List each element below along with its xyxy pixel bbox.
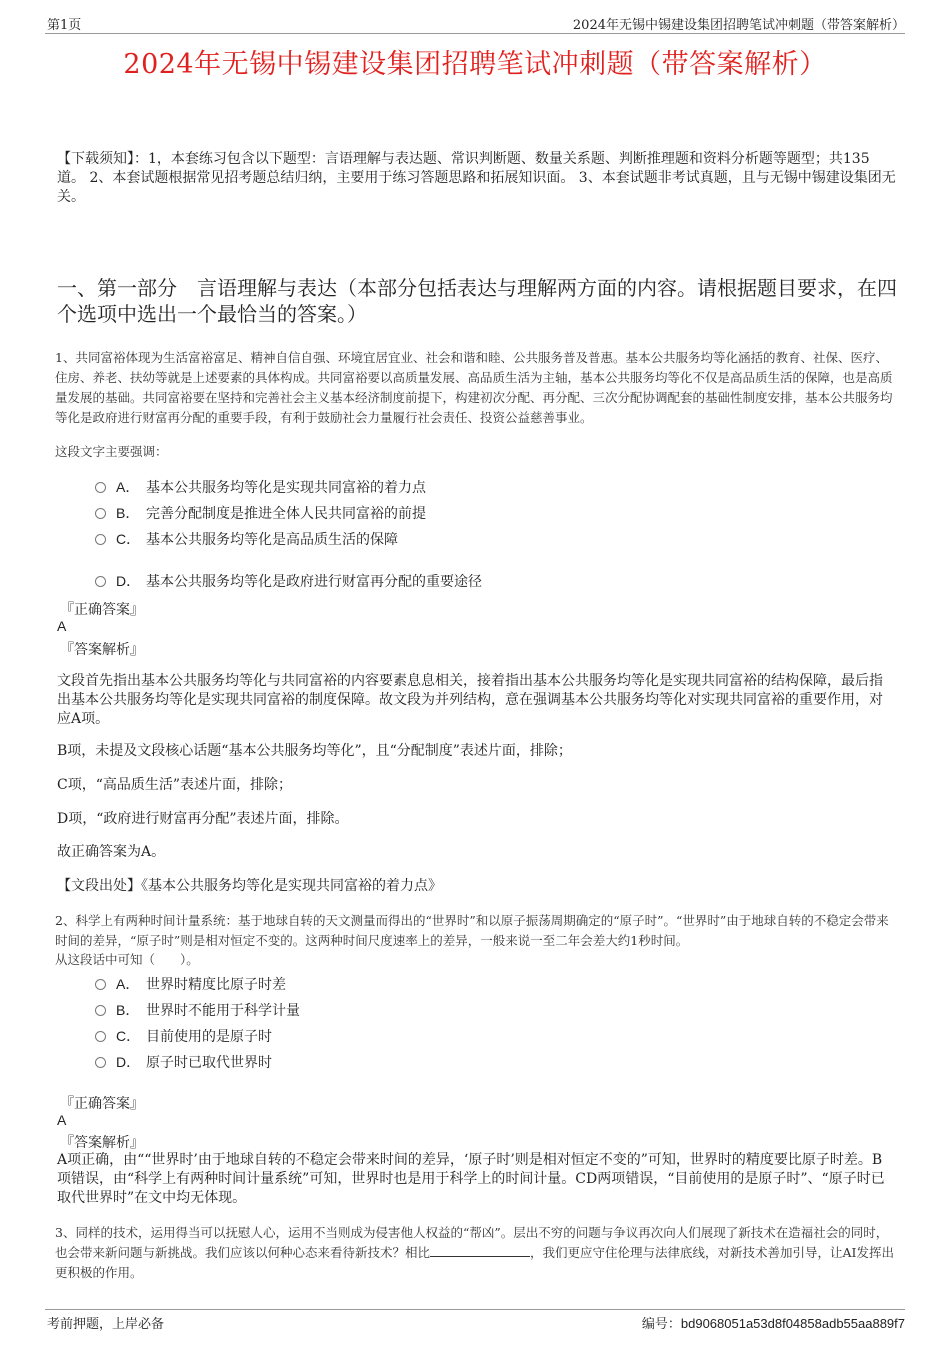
page-number: 第1页 — [47, 18, 82, 33]
radio-icon[interactable] — [95, 482, 106, 493]
question-2-analysis: A项正确，由““世界时’由于地球自转的不稳定会带来时间的差异，‘原子时’则是相对恒定不变的”可知，世界时的精度要比原子时差。B项错误，由“科学上有两种时间计量系统”可知，世界时也是用于科学上的时间计量。CD两项错误，“目前使用的是原子时”、“原子时已取代世界时”在文中均无体现。 — [57, 1152, 885, 1206]
radio-icon[interactable] — [95, 1031, 106, 1042]
question-1-option-d[interactable]: D． 基本公共服务均等化是政府进行财富再分配的重要途径 — [95, 571, 482, 591]
question-1-option-a[interactable]: A． 基本公共服务均等化是实现共同富裕的着力点 — [95, 477, 426, 497]
question-1-answer-label: 『正确答案』 — [60, 602, 144, 618]
question-1-option-c[interactable]: C． 基本公共服务均等化是高品质生活的保障 — [95, 529, 398, 549]
question-2-option-a[interactable]: A． 世界时精度比原子时差 — [95, 974, 286, 994]
question-1-option-b[interactable]: B． 完善分配制度是推进全体人民共同富裕的前提 — [95, 503, 426, 523]
footer-divider — [45, 1309, 905, 1310]
page-title: 2024年无锡中锡建设集团招聘笔试冲刺题（带答案解析） — [123, 49, 827, 80]
question-1-analysis-c: C项，“高品质生活”表述片面，排除； — [57, 777, 293, 793]
running-header-title: 2024年无锡中锡建设集团招聘笔试冲刺题（带答案解析） — [572, 18, 905, 33]
radio-icon[interactable] — [95, 1057, 106, 1068]
question-3-text: 3、同样的技术，运用得当可以抚慰人心，运用不当则成为侵害他人权益的“帮凶”。层出不穷的问题与争议再次向人们展现了新技术在造福社会的同时，也会带来新问题与新挑战。我们应该以何种心态来看待新技术？相比 ，我们更应守住伦理与法律底线，对新技术善加引导，让AI发挥出更积极的作用。 — [55, 1225, 894, 1280]
question-2-analysis-label: 『答案解析』 — [60, 1135, 144, 1151]
header-divider — [45, 33, 905, 34]
question-2-option-d[interactable]: D． 原子时已取代世界时 — [95, 1052, 272, 1072]
question-1-source: 【文段出处】《基本公共服务均等化是实现共同富裕的着力点》 — [57, 878, 442, 894]
section-heading: 一、第一部分 言语理解与表达（本部分包括表达与理解两方面的内容。请根据题目要求，在四个选项中选出一个最恰当的答案。） — [57, 276, 897, 326]
question-1-conclusion: 故正确答案为A。 — [57, 844, 166, 860]
question-2-answer: A — [57, 1112, 67, 1128]
question-2-text: 2、科学上有两种时间计量系统：基于地球自转的天文测量而得出的“世界时”和以原子振荡周期确定的“原子时”。“世界时”由于地球自转的不稳定会带来时间的差异，“原子时”则是相对恒定不变的。这两种时间尺度速率上的差异，一般来说一至二年会差大约1秒时间。 — [55, 913, 889, 948]
question-1-text: 1、共同富裕体现为生活富裕富足、精神自信自强、环境宜居宜业、社会和谐和睦、公共服务普及普惠。基本公共服务均等化涵括的教育、社保、医疗、住房、养老、扶幼等就是上述要素的具体构成。共同富裕要以高质量发展、高品质生活为主轴，基本公共服务均等化不仅是高品质生活的保障，也是高质量发展的基础。共同富裕要在坚持和完善社会主义基本经济制度前提下，构建初次分配、再分配、三次分配协调配套的基础性制度安排，基本公共服务均等化是政府进行财富再分配的重要手段，有利于鼓励社会力量履行社会责任、投资公益慈善事业。 — [55, 350, 893, 425]
radio-icon[interactable] — [95, 576, 106, 587]
radio-icon[interactable] — [95, 979, 106, 990]
question-1-analysis-d: D项，“政府进行财富再分配”表述片面，排除。 — [57, 811, 349, 827]
radio-icon[interactable] — [95, 508, 106, 519]
radio-icon[interactable] — [95, 534, 106, 545]
question-1-analysis-b: B项，未提及文段核心话题“基本公共服务均等化”，且“分配制度”表述片面，排除； — [57, 743, 572, 759]
question-1-analysis-label: 『答案解析』 — [60, 642, 144, 658]
question-1-analysis-paragraph: 文段首先指出基本公共服务均等化与共同富裕的内容要素息息相关，接着指出基本公共服务均等化是实现共同富裕的结构保障，最后指出基本公共服务均等化是实现共同富裕的制度保障。故文段为并列结构，意在强调基本公共服务均等化对实现共同富裕的重要作用，对应A项。 — [57, 673, 883, 727]
footer-slogan: 考前押题，上岸必备 — [47, 1317, 165, 1332]
footer-code: 编号：bd9068051a53d8f04858adb55aa889f7 — [641, 1316, 905, 1332]
question-2-option-b[interactable]: B． 世界时不能用于科学计量 — [95, 1000, 300, 1020]
download-notice: 【下载须知】：1，本套练习包含以下题型：言语理解与表达题、常识判断题、数量关系题、判断推理题和资料分析题等题型；共135道。 2、本套试题根据常见招考题总结归纳，主要用于练习答题思路和拓展知识面。 3、本套试题非考试真题，且与无锡中锡建设集团无关。 — [57, 151, 896, 205]
question-1-answer: A — [57, 618, 67, 634]
question-2-option-c[interactable]: C． 目前使用的是原子时 — [95, 1026, 272, 1046]
question-2-prompt: 从这段话中可知（ ）。 — [55, 952, 199, 967]
question-1-prompt: 这段文字主要强调： — [55, 444, 168, 459]
question-2-answer-label: 『正确答案』 — [60, 1096, 144, 1112]
fill-in-blank — [430, 1244, 530, 1257]
radio-icon[interactable] — [95, 1005, 106, 1016]
